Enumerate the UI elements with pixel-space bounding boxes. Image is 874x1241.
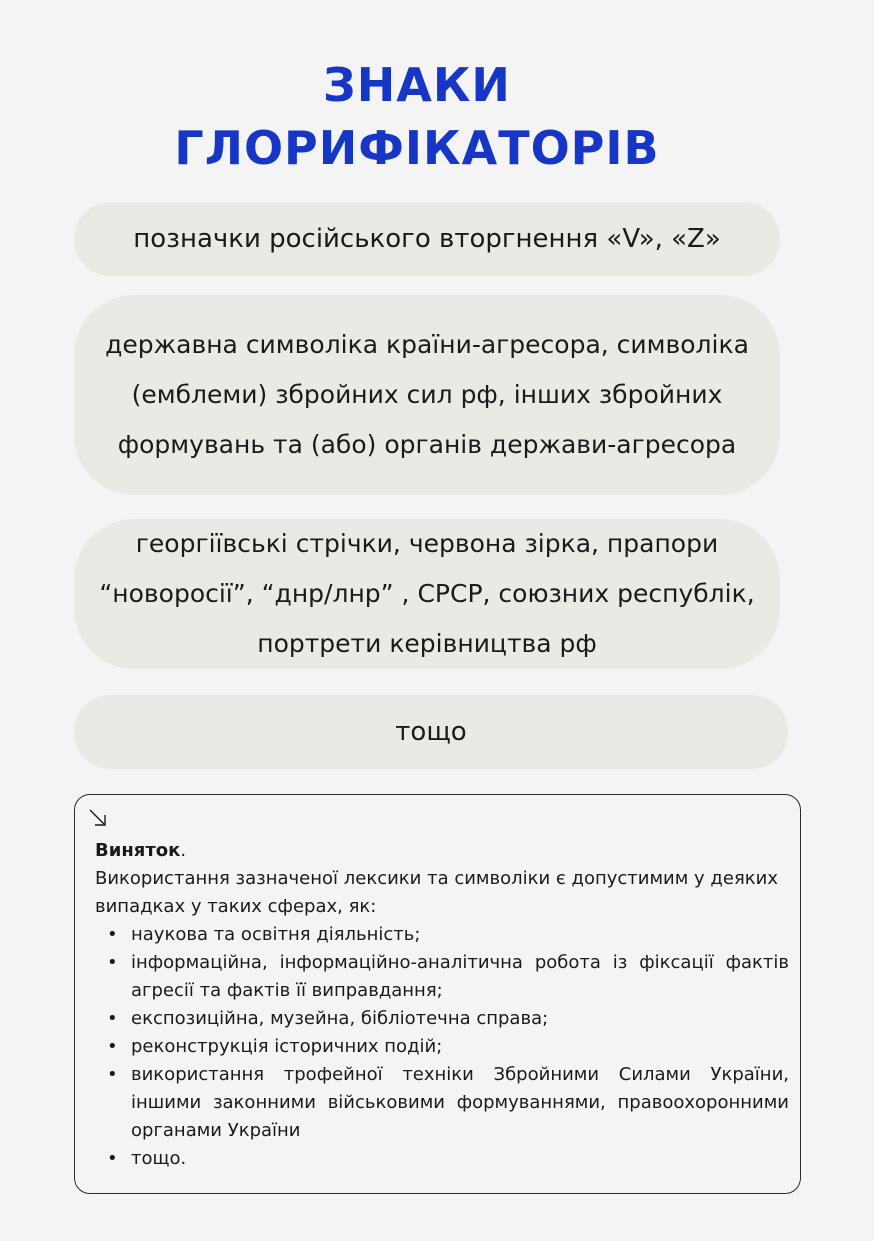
exception-intro: Використання зазначеної лексики та символіки є допустимим у деяких випадках у таких сферах, як: [95, 868, 778, 917]
exception-heading-suffix: . [180, 840, 187, 861]
exception-list-item: • використання трофейної техніки Збройними Силами України, іншими законними військовими формуваннями, правоохоронними органами України [131, 1061, 789, 1145]
sign-item-invasion-marks: позначки російського вторгнення «V», «Z» [74, 202, 780, 276]
exception-list-item: • експозиційна, музейна, бібліотечна справа; [131, 1005, 789, 1033]
exception-list [95, 921, 789, 1173]
exception-box [74, 794, 801, 1194]
page-title-line-2: ГЛОРИФІКАТОРІВ [174, 121, 660, 175]
exception-list-item: • інформаційна, інформаційно-аналітична робота із фіксації фактів агресії та фактів її виправдання; [131, 949, 789, 1005]
exception-list-item: • тощо. [131, 1145, 789, 1173]
page-title-line-1: ЗНАКИ [323, 58, 511, 112]
exception-content [95, 837, 789, 1173]
sign-item-etc: тощо [74, 695, 788, 769]
exception-list-item: • реконструкція історичних подій; [131, 1033, 789, 1061]
exception-heading-line [95, 837, 789, 865]
arrow-down-right-icon [87, 807, 109, 829]
sign-item-state-symbols: державна символіка країни-агресора, символіка (емблеми) збройних сил рф, інших збройних формувань та (або) органів держави-агресора [74, 295, 780, 495]
sign-item-ribbons-flags: георгіївські стрічки, червона зірка, прапори “новоросії”, “днр/лнр” , СРСР, союзних республік, портрети керівництва рф [74, 519, 780, 669]
exception-heading: Виняток [95, 840, 181, 861]
exception-list-item: • наукова та освітня діяльність; [131, 921, 789, 949]
